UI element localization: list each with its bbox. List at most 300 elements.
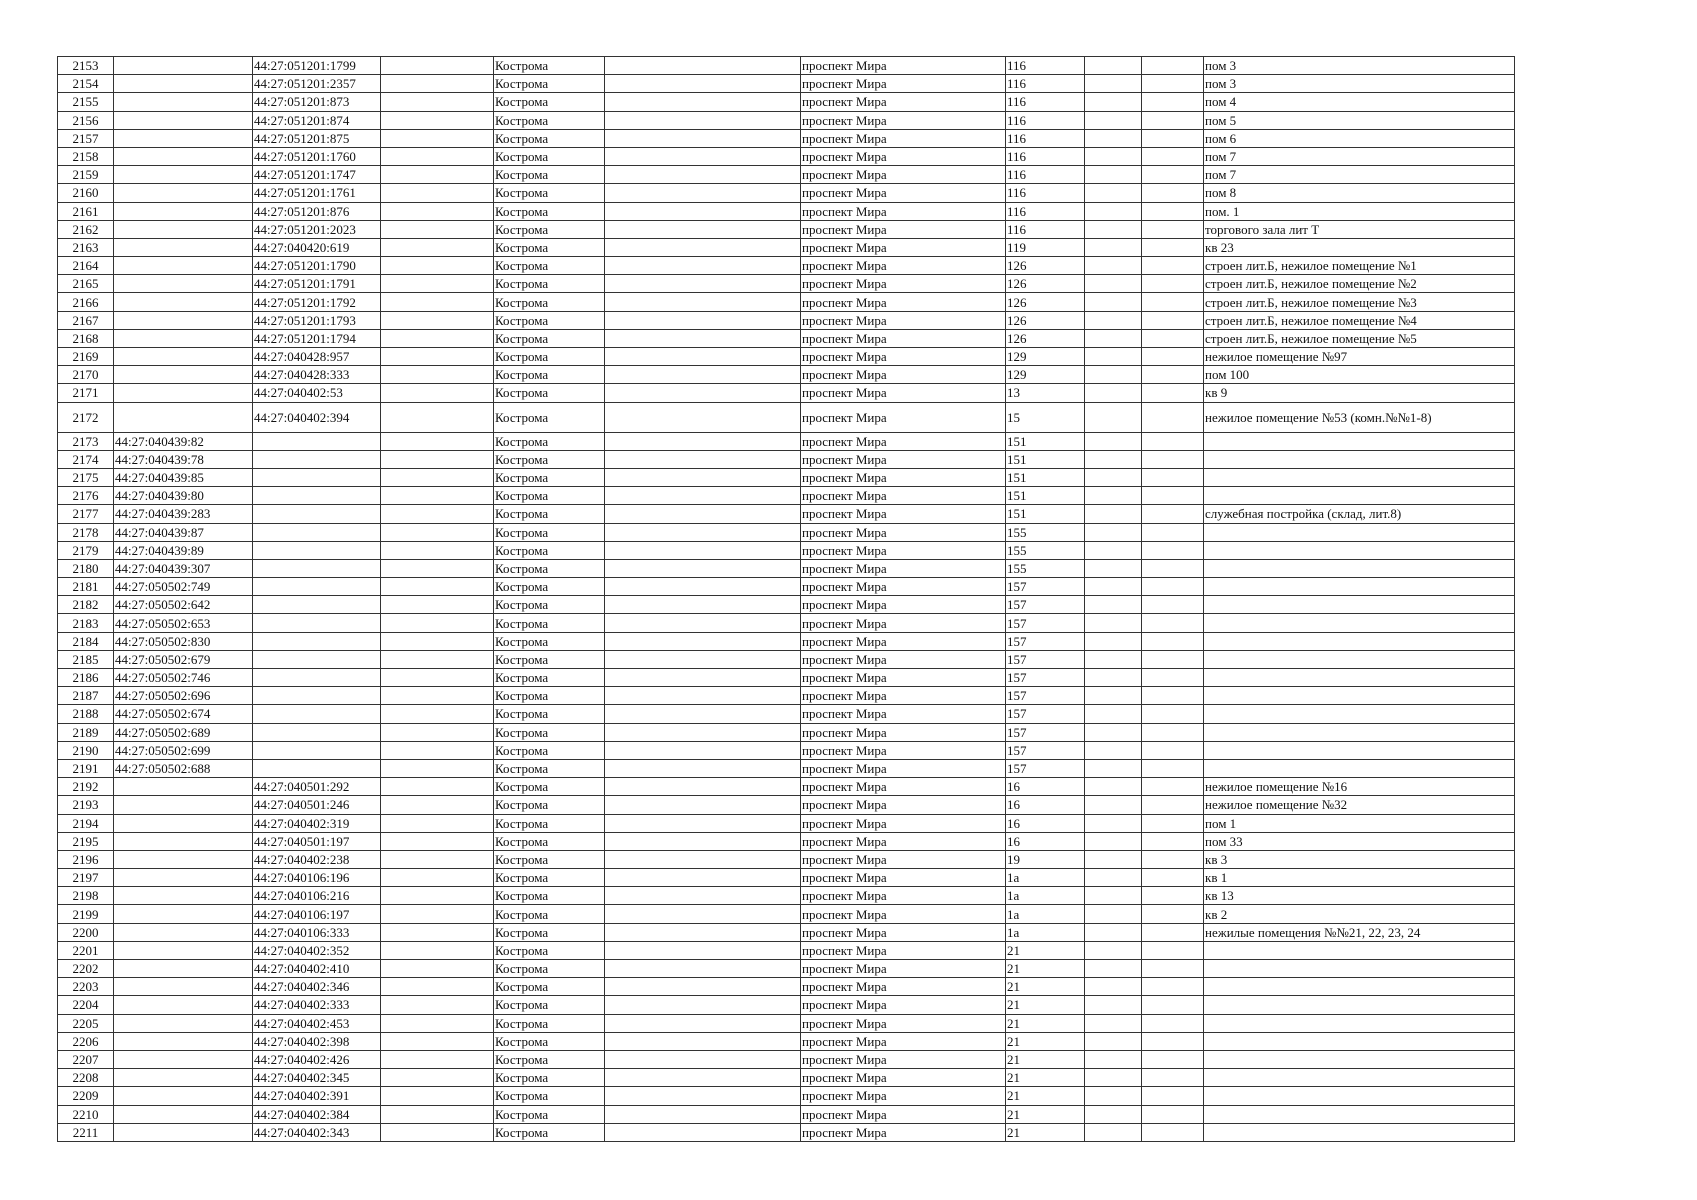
table-row xyxy=(58,432,1515,450)
house-number-cell: 21 xyxy=(1006,1069,1085,1087)
cadastral-number-cell xyxy=(114,796,253,814)
empty-cell xyxy=(1142,1050,1204,1068)
table-row xyxy=(58,111,1515,129)
empty-cell xyxy=(381,147,494,165)
table-row xyxy=(58,650,1515,668)
table-row xyxy=(58,887,1515,905)
empty-cell xyxy=(1085,814,1142,832)
street-cell: проспект Мира xyxy=(801,778,1006,796)
house-number-cell: 16 xyxy=(1006,832,1085,850)
city-cell: Кострома xyxy=(494,450,605,468)
table-row xyxy=(58,978,1515,996)
table-row xyxy=(58,238,1515,256)
street-cell: проспект Мира xyxy=(801,960,1006,978)
cadastral-number-alt-cell: 44:27:040106:333 xyxy=(253,923,381,941)
row-number-cell: 2187 xyxy=(58,687,114,705)
premises-note-cell: строен лит.Б, нежилое помещение №2 xyxy=(1204,275,1515,293)
empty-cell xyxy=(605,741,801,759)
empty-cell xyxy=(381,293,494,311)
empty-cell xyxy=(605,578,801,596)
house-number-cell: 13 xyxy=(1006,384,1085,402)
row-number-cell: 2211 xyxy=(58,1123,114,1141)
house-number-cell: 151 xyxy=(1006,432,1085,450)
empty-cell xyxy=(605,129,801,147)
house-number-cell: 21 xyxy=(1006,1087,1085,1105)
premises-note-cell: строен лит.Б, нежилое помещение №4 xyxy=(1204,311,1515,329)
empty-cell xyxy=(1142,523,1204,541)
empty-cell xyxy=(1142,960,1204,978)
empty-cell xyxy=(605,505,801,523)
empty-cell xyxy=(1085,960,1142,978)
empty-cell xyxy=(381,905,494,923)
empty-cell xyxy=(381,366,494,384)
empty-cell xyxy=(381,202,494,220)
empty-cell xyxy=(1085,293,1142,311)
empty-cell xyxy=(1085,366,1142,384)
empty-cell xyxy=(605,632,801,650)
cadastral-number-alt-cell xyxy=(253,559,381,577)
empty-cell xyxy=(1085,923,1142,941)
premises-note-cell xyxy=(1204,541,1515,559)
cadastral-number-alt-cell: 44:27:040402:343 xyxy=(253,1123,381,1141)
street-cell: проспект Мира xyxy=(801,129,1006,147)
empty-cell xyxy=(605,147,801,165)
premises-note-cell: пом 7 xyxy=(1204,147,1515,165)
city-cell: Кострома xyxy=(494,869,605,887)
street-cell: проспект Мира xyxy=(801,705,1006,723)
cadastral-number-alt-cell xyxy=(253,741,381,759)
premises-note-cell: нежилое помещение №32 xyxy=(1204,796,1515,814)
empty-cell xyxy=(381,468,494,486)
cadastral-number-cell xyxy=(114,1123,253,1141)
cadastral-number-cell xyxy=(114,402,253,432)
street-cell: проспект Мира xyxy=(801,578,1006,596)
house-number-cell: 1а xyxy=(1006,923,1085,941)
street-cell: проспект Мира xyxy=(801,1087,1006,1105)
row-number-cell: 2208 xyxy=(58,1069,114,1087)
premises-note-cell: нежилое помещение №97 xyxy=(1204,348,1515,366)
empty-cell xyxy=(381,723,494,741)
house-number-cell: 116 xyxy=(1006,166,1085,184)
cadastral-number-cell xyxy=(114,778,253,796)
cadastral-number-alt-cell: 44:27:051201:1793 xyxy=(253,311,381,329)
empty-cell xyxy=(1142,384,1204,402)
row-number-cell: 2159 xyxy=(58,166,114,184)
premises-note-cell xyxy=(1204,1105,1515,1123)
empty-cell xyxy=(1085,596,1142,614)
empty-cell xyxy=(381,257,494,275)
city-cell: Кострома xyxy=(494,402,605,432)
empty-cell xyxy=(1142,1032,1204,1050)
premises-note-cell: пом. 1 xyxy=(1204,202,1515,220)
cadastral-number-cell xyxy=(114,1032,253,1050)
street-cell: проспект Мира xyxy=(801,850,1006,868)
empty-cell xyxy=(1142,487,1204,505)
empty-cell xyxy=(605,796,801,814)
table-row xyxy=(58,75,1515,93)
city-cell: Кострома xyxy=(494,559,605,577)
empty-cell xyxy=(605,220,801,238)
city-cell: Кострома xyxy=(494,75,605,93)
empty-cell xyxy=(1142,1069,1204,1087)
city-cell: Кострома xyxy=(494,238,605,256)
empty-cell xyxy=(1142,650,1204,668)
empty-cell xyxy=(1142,1123,1204,1141)
cadastral-number-cell xyxy=(114,293,253,311)
empty-cell xyxy=(1085,1123,1142,1141)
empty-cell xyxy=(1142,220,1204,238)
empty-cell xyxy=(1142,669,1204,687)
cadastral-number-alt-cell: 44:27:040106:196 xyxy=(253,869,381,887)
table-row xyxy=(58,905,1515,923)
house-number-cell: 21 xyxy=(1006,1032,1085,1050)
table-row xyxy=(58,1014,1515,1032)
cadastral-number-cell xyxy=(114,257,253,275)
street-cell: проспект Мира xyxy=(801,1123,1006,1141)
street-cell: проспект Мира xyxy=(801,559,1006,577)
empty-cell xyxy=(381,57,494,75)
cadastral-number-alt-cell xyxy=(253,650,381,668)
table-row xyxy=(58,275,1515,293)
house-number-cell: 116 xyxy=(1006,111,1085,129)
cadastral-number-alt-cell: 44:27:040428:333 xyxy=(253,366,381,384)
street-cell: проспект Мира xyxy=(801,523,1006,541)
cadastral-number-alt-cell: 44:27:040402:319 xyxy=(253,814,381,832)
cadastral-number-cell xyxy=(114,184,253,202)
premises-note-cell xyxy=(1204,1032,1515,1050)
house-number-cell: 151 xyxy=(1006,450,1085,468)
row-number-cell: 2179 xyxy=(58,541,114,559)
row-number-cell: 2183 xyxy=(58,614,114,632)
cadastral-number-alt-cell: 44:27:040402:238 xyxy=(253,850,381,868)
row-number-cell: 2155 xyxy=(58,93,114,111)
empty-cell xyxy=(1085,1032,1142,1050)
empty-cell xyxy=(605,1050,801,1068)
empty-cell xyxy=(1142,632,1204,650)
table-row xyxy=(58,596,1515,614)
empty-cell xyxy=(1085,869,1142,887)
empty-cell xyxy=(381,238,494,256)
empty-cell xyxy=(1085,184,1142,202)
empty-cell xyxy=(381,650,494,668)
cadastral-number-alt-cell: 44:27:040402:384 xyxy=(253,1105,381,1123)
premises-note-cell xyxy=(1204,632,1515,650)
city-cell: Кострома xyxy=(494,941,605,959)
empty-cell xyxy=(1142,850,1204,868)
house-number-cell: 21 xyxy=(1006,978,1085,996)
premises-note-cell xyxy=(1204,559,1515,577)
city-cell: Кострома xyxy=(494,596,605,614)
empty-cell xyxy=(605,1087,801,1105)
empty-cell xyxy=(1142,275,1204,293)
premises-note-cell xyxy=(1204,960,1515,978)
cadastral-number-cell xyxy=(114,996,253,1014)
cadastral-number-cell xyxy=(114,311,253,329)
table-row xyxy=(58,348,1515,366)
row-number-cell: 2161 xyxy=(58,202,114,220)
row-number-cell: 2210 xyxy=(58,1105,114,1123)
empty-cell xyxy=(1142,723,1204,741)
house-number-cell: 126 xyxy=(1006,329,1085,347)
city-cell: Кострома xyxy=(494,384,605,402)
row-number-cell: 2180 xyxy=(58,559,114,577)
city-cell: Кострома xyxy=(494,741,605,759)
empty-cell xyxy=(381,759,494,777)
premises-note-cell xyxy=(1204,523,1515,541)
house-number-cell: 116 xyxy=(1006,57,1085,75)
empty-cell xyxy=(381,1014,494,1032)
premises-note-cell: пом 100 xyxy=(1204,366,1515,384)
house-number-cell: 126 xyxy=(1006,311,1085,329)
house-number-cell: 21 xyxy=(1006,996,1085,1014)
empty-cell xyxy=(1142,202,1204,220)
cadastral-number-cell xyxy=(114,238,253,256)
empty-cell xyxy=(381,1069,494,1087)
empty-cell xyxy=(605,57,801,75)
cadastral-number-cell: 44:27:040439:82 xyxy=(114,432,253,450)
empty-cell xyxy=(1142,814,1204,832)
empty-cell xyxy=(605,384,801,402)
empty-cell xyxy=(381,705,494,723)
empty-cell xyxy=(381,669,494,687)
cadastral-number-alt-cell xyxy=(253,468,381,486)
empty-cell xyxy=(381,1123,494,1141)
row-number-cell: 2162 xyxy=(58,220,114,238)
empty-cell xyxy=(1085,468,1142,486)
table-row xyxy=(58,541,1515,559)
row-number-cell: 2192 xyxy=(58,778,114,796)
empty-cell xyxy=(605,978,801,996)
empty-cell xyxy=(1085,759,1142,777)
premises-note-cell xyxy=(1204,1123,1515,1141)
cadastral-number-alt-cell xyxy=(253,450,381,468)
cadastral-number-alt-cell: 44:27:040402:345 xyxy=(253,1069,381,1087)
house-number-cell: 157 xyxy=(1006,578,1085,596)
cadastral-number-alt-cell xyxy=(253,578,381,596)
table-body xyxy=(58,57,1515,1142)
cadastral-number-alt-cell: 44:27:051201:1760 xyxy=(253,147,381,165)
premises-note-cell xyxy=(1204,596,1515,614)
city-cell: Кострома xyxy=(494,850,605,868)
house-number-cell: 21 xyxy=(1006,1123,1085,1141)
empty-cell xyxy=(605,923,801,941)
empty-cell xyxy=(1142,129,1204,147)
house-number-cell: 155 xyxy=(1006,559,1085,577)
empty-cell xyxy=(605,778,801,796)
empty-cell xyxy=(605,1069,801,1087)
premises-note-cell xyxy=(1204,650,1515,668)
empty-cell xyxy=(1142,578,1204,596)
row-number-cell: 2194 xyxy=(58,814,114,832)
cadastral-number-alt-cell: 44:27:040501:246 xyxy=(253,796,381,814)
cadastral-number-cell xyxy=(114,941,253,959)
cadastral-number-cell: 44:27:050502:688 xyxy=(114,759,253,777)
row-number-cell: 2174 xyxy=(58,450,114,468)
house-number-cell: 1а xyxy=(1006,905,1085,923)
table-row xyxy=(58,468,1515,486)
house-number-cell: 1а xyxy=(1006,887,1085,905)
cadastral-number-alt-cell: 44:27:051201:875 xyxy=(253,129,381,147)
table-row xyxy=(58,996,1515,1014)
table-row xyxy=(58,329,1515,347)
table-row xyxy=(58,832,1515,850)
street-cell: проспект Мира xyxy=(801,75,1006,93)
empty-cell xyxy=(605,75,801,93)
table-row xyxy=(58,402,1515,432)
street-cell: проспект Мира xyxy=(801,402,1006,432)
table-row xyxy=(58,147,1515,165)
cadastral-number-alt-cell: 44:27:040501:292 xyxy=(253,778,381,796)
empty-cell xyxy=(381,869,494,887)
empty-cell xyxy=(381,887,494,905)
street-cell: проспект Мира xyxy=(801,1014,1006,1032)
cadastral-number-cell: 44:27:040439:80 xyxy=(114,487,253,505)
house-number-cell: 157 xyxy=(1006,632,1085,650)
empty-cell xyxy=(1142,887,1204,905)
house-number-cell: 119 xyxy=(1006,238,1085,256)
cadastral-number-cell xyxy=(114,960,253,978)
table-row xyxy=(58,796,1515,814)
premises-note-cell xyxy=(1204,1069,1515,1087)
premises-note-cell xyxy=(1204,759,1515,777)
empty-cell xyxy=(605,238,801,256)
empty-cell xyxy=(1085,578,1142,596)
street-cell: проспект Мира xyxy=(801,311,1006,329)
table-row xyxy=(58,220,1515,238)
house-number-cell: 157 xyxy=(1006,650,1085,668)
empty-cell xyxy=(381,166,494,184)
city-cell: Кострома xyxy=(494,1087,605,1105)
empty-cell xyxy=(1085,450,1142,468)
house-number-cell: 21 xyxy=(1006,960,1085,978)
empty-cell xyxy=(1142,541,1204,559)
table-row xyxy=(58,778,1515,796)
empty-cell xyxy=(381,741,494,759)
row-number-cell: 2186 xyxy=(58,669,114,687)
cadastral-number-cell xyxy=(114,93,253,111)
cadastral-number-alt-cell xyxy=(253,687,381,705)
house-number-cell: 19 xyxy=(1006,850,1085,868)
cadastral-number-alt-cell: 44:27:051201:1761 xyxy=(253,184,381,202)
empty-cell xyxy=(1142,905,1204,923)
empty-cell xyxy=(1085,166,1142,184)
city-cell: Кострома xyxy=(494,487,605,505)
cadastral-number-cell: 44:27:050502:830 xyxy=(114,632,253,650)
empty-cell xyxy=(1085,1087,1142,1105)
row-number-cell: 2191 xyxy=(58,759,114,777)
empty-cell xyxy=(1085,1014,1142,1032)
empty-cell xyxy=(1142,329,1204,347)
premises-note-cell xyxy=(1204,1014,1515,1032)
row-number-cell: 2200 xyxy=(58,923,114,941)
empty-cell xyxy=(1085,996,1142,1014)
table-row xyxy=(58,614,1515,632)
cadastral-number-cell xyxy=(114,111,253,129)
empty-cell xyxy=(1142,1087,1204,1105)
street-cell: проспект Мира xyxy=(801,650,1006,668)
street-cell: проспект Мира xyxy=(801,741,1006,759)
cadastral-number-cell: 44:27:050502:642 xyxy=(114,596,253,614)
table-row xyxy=(58,687,1515,705)
premises-note-cell xyxy=(1204,487,1515,505)
city-cell: Кострома xyxy=(494,93,605,111)
cadastral-number-cell: 44:27:050502:696 xyxy=(114,687,253,705)
empty-cell xyxy=(1142,687,1204,705)
city-cell: Кострома xyxy=(494,329,605,347)
cadastral-number-cell xyxy=(114,869,253,887)
empty-cell xyxy=(1142,996,1204,1014)
empty-cell xyxy=(1142,366,1204,384)
city-cell: Кострома xyxy=(494,650,605,668)
cadastral-number-cell xyxy=(114,275,253,293)
street-cell: проспект Мира xyxy=(801,941,1006,959)
house-number-cell: 116 xyxy=(1006,147,1085,165)
premises-note-cell xyxy=(1204,468,1515,486)
cadastral-number-cell xyxy=(114,832,253,850)
empty-cell xyxy=(605,184,801,202)
street-cell: проспект Мира xyxy=(801,614,1006,632)
city-cell: Кострома xyxy=(494,832,605,850)
cadastral-number-cell xyxy=(114,366,253,384)
street-cell: проспект Мира xyxy=(801,432,1006,450)
premises-note-cell: пом 3 xyxy=(1204,57,1515,75)
row-number-cell: 2199 xyxy=(58,905,114,923)
street-cell: проспект Мира xyxy=(801,348,1006,366)
cadastral-number-cell: 44:27:040439:78 xyxy=(114,450,253,468)
table-row xyxy=(58,505,1515,523)
empty-cell xyxy=(381,184,494,202)
street-cell: проспект Мира xyxy=(801,329,1006,347)
empty-cell xyxy=(1142,432,1204,450)
premises-note-cell: нежилые помещения №№21, 22, 23, 24 xyxy=(1204,923,1515,941)
empty-cell xyxy=(605,487,801,505)
house-number-cell: 116 xyxy=(1006,184,1085,202)
table-row xyxy=(58,450,1515,468)
cadastral-number-alt-cell: 44:27:051201:1799 xyxy=(253,57,381,75)
house-number-cell: 126 xyxy=(1006,275,1085,293)
house-number-cell: 157 xyxy=(1006,596,1085,614)
empty-cell xyxy=(1085,887,1142,905)
empty-cell xyxy=(381,1105,494,1123)
house-number-cell: 116 xyxy=(1006,202,1085,220)
city-cell: Кострома xyxy=(494,669,605,687)
house-number-cell: 157 xyxy=(1006,741,1085,759)
house-number-cell: 16 xyxy=(1006,778,1085,796)
street-cell: проспект Мира xyxy=(801,238,1006,256)
cadastral-number-alt-cell: 44:27:040106:216 xyxy=(253,887,381,905)
row-number-cell: 2193 xyxy=(58,796,114,814)
row-number-cell: 2166 xyxy=(58,293,114,311)
empty-cell xyxy=(381,978,494,996)
empty-cell xyxy=(605,832,801,850)
house-number-cell: 16 xyxy=(1006,814,1085,832)
row-number-cell: 2207 xyxy=(58,1050,114,1068)
empty-cell xyxy=(1142,778,1204,796)
premises-note-cell: кв 23 xyxy=(1204,238,1515,256)
street-cell: проспект Мира xyxy=(801,1105,1006,1123)
empty-cell xyxy=(1085,1069,1142,1087)
cadastral-number-cell xyxy=(114,814,253,832)
street-cell: проспект Мира xyxy=(801,366,1006,384)
cadastral-number-alt-cell: 44:27:051201:1790 xyxy=(253,257,381,275)
empty-cell xyxy=(605,275,801,293)
cadastral-number-cell xyxy=(114,147,253,165)
row-number-cell: 2195 xyxy=(58,832,114,850)
city-cell: Кострома xyxy=(494,759,605,777)
cadastral-number-alt-cell xyxy=(253,505,381,523)
table-row xyxy=(58,1087,1515,1105)
cadastral-number-alt-cell: 44:27:051201:1791 xyxy=(253,275,381,293)
